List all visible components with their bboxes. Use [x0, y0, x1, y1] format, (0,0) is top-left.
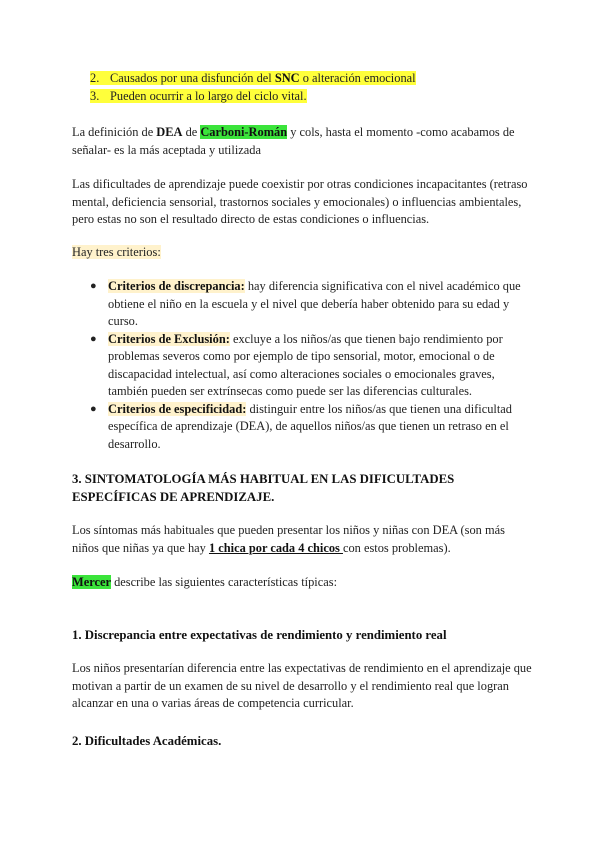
ratio-underlined: 1 chica por cada 4 chicos [208, 540, 343, 555]
criteria-desc: distinguir entre los niños/as que tienen una dificultad específica de aprendizaje (DEA), de aquellos niños/as que tienen un retraso en el desarrollo. [108, 401, 512, 451]
criteria-desc: hay diferencia significativa con el nivel académico que obtiene el niño en la escuela y el nivel que debería haber obtenido para su edad y curso. [108, 279, 521, 328]
symptoms-paragraph [72, 522, 532, 557]
list-item [90, 70, 550, 88]
text: y cols, hasta el momento -como acabamos de señalar- es la más aceptada y utilizada [72, 125, 515, 157]
text: de [182, 125, 201, 139]
bullet-icon: ● [90, 402, 97, 415]
text: describe las siguientes características típicas: [110, 575, 338, 589]
mercer-line [72, 574, 532, 592]
author-highlight: Carboni-Román [200, 125, 288, 139]
criteria-term: Criterios de discrepancia: [108, 279, 245, 293]
text: La definición de [72, 125, 157, 139]
subheading-1: 1. Discrepancia entre expectativas de rendimiento y rendimiento real [72, 628, 447, 642]
numbered-list [90, 70, 550, 105]
list-number: 2. [90, 71, 100, 85]
criteria-desc: excluye a los niños/as que tienen bajo rendimiento por problemas severos como por ejemplo de tipo sensorial, motor, emocional o de discapacidad intelectual, así como alteraciones sociales o emocionales graves, también pueden ser extrínsecas como puede ser las diferencias culturales. [108, 331, 503, 398]
criteria-list [90, 278, 530, 453]
list-item [90, 331, 530, 401]
list-item [90, 88, 550, 106]
text: con estos problemas). [342, 540, 451, 555]
bullet-icon: ● [90, 280, 97, 292]
coexist-paragraph: Las dificultades de aprendizaje puede coexistir por otras condiciones incapacitantes (retraso mental, deficiencia sensorial, trastornos sociales y emocionales) o influencias ambientales, pero estas no son el resultado directo de estas condiciones o influencias. [72, 177, 528, 226]
bullet-icon: ● [90, 332, 97, 345]
list-bold-term: SNC [274, 71, 300, 85]
section-heading: 3. SINTOMATOLOGÍA MÁS HABITUAL EN LAS DIFICULTADES ESPECÍFICAS DE APRENDIZAJE. [72, 472, 455, 504]
sub1-paragraph: Los niños presentarían diferencia entre las expectativas de rendimiento en el aprendizaje que motivan a partir de un examen de su nivel de desarrollo y el rendimiento real que logran alcanzar en una o varias áreas de competencia curricular. [72, 661, 532, 710]
criteria-term: Criterios de especificidad: [108, 401, 247, 416]
list-item [90, 278, 530, 331]
dea-term: DEA [156, 125, 183, 139]
subheading-2: 2. Dificultades Académicas. [72, 734, 222, 748]
criteria-term: Criterios de Exclusión: [108, 331, 230, 346]
definition-paragraph [72, 124, 532, 159]
criteria-intro-text: Hay tres criterios: [72, 245, 161, 259]
list-item [90, 401, 530, 454]
text: Los síntomas más habituales que pueden presentar los niños y niñas con DEA (son más niños que niñas ya que hay [72, 523, 505, 555]
list-text: o alteración emocional [299, 71, 416, 85]
criteria-intro [72, 244, 532, 262]
list-number: 3. [90, 88, 100, 103]
mercer-highlight: Mercer [72, 575, 111, 589]
list-text: Pueden ocurrir a lo largo del ciclo vital. [110, 88, 307, 103]
list-text: Causados por una disfunción del [110, 71, 275, 85]
